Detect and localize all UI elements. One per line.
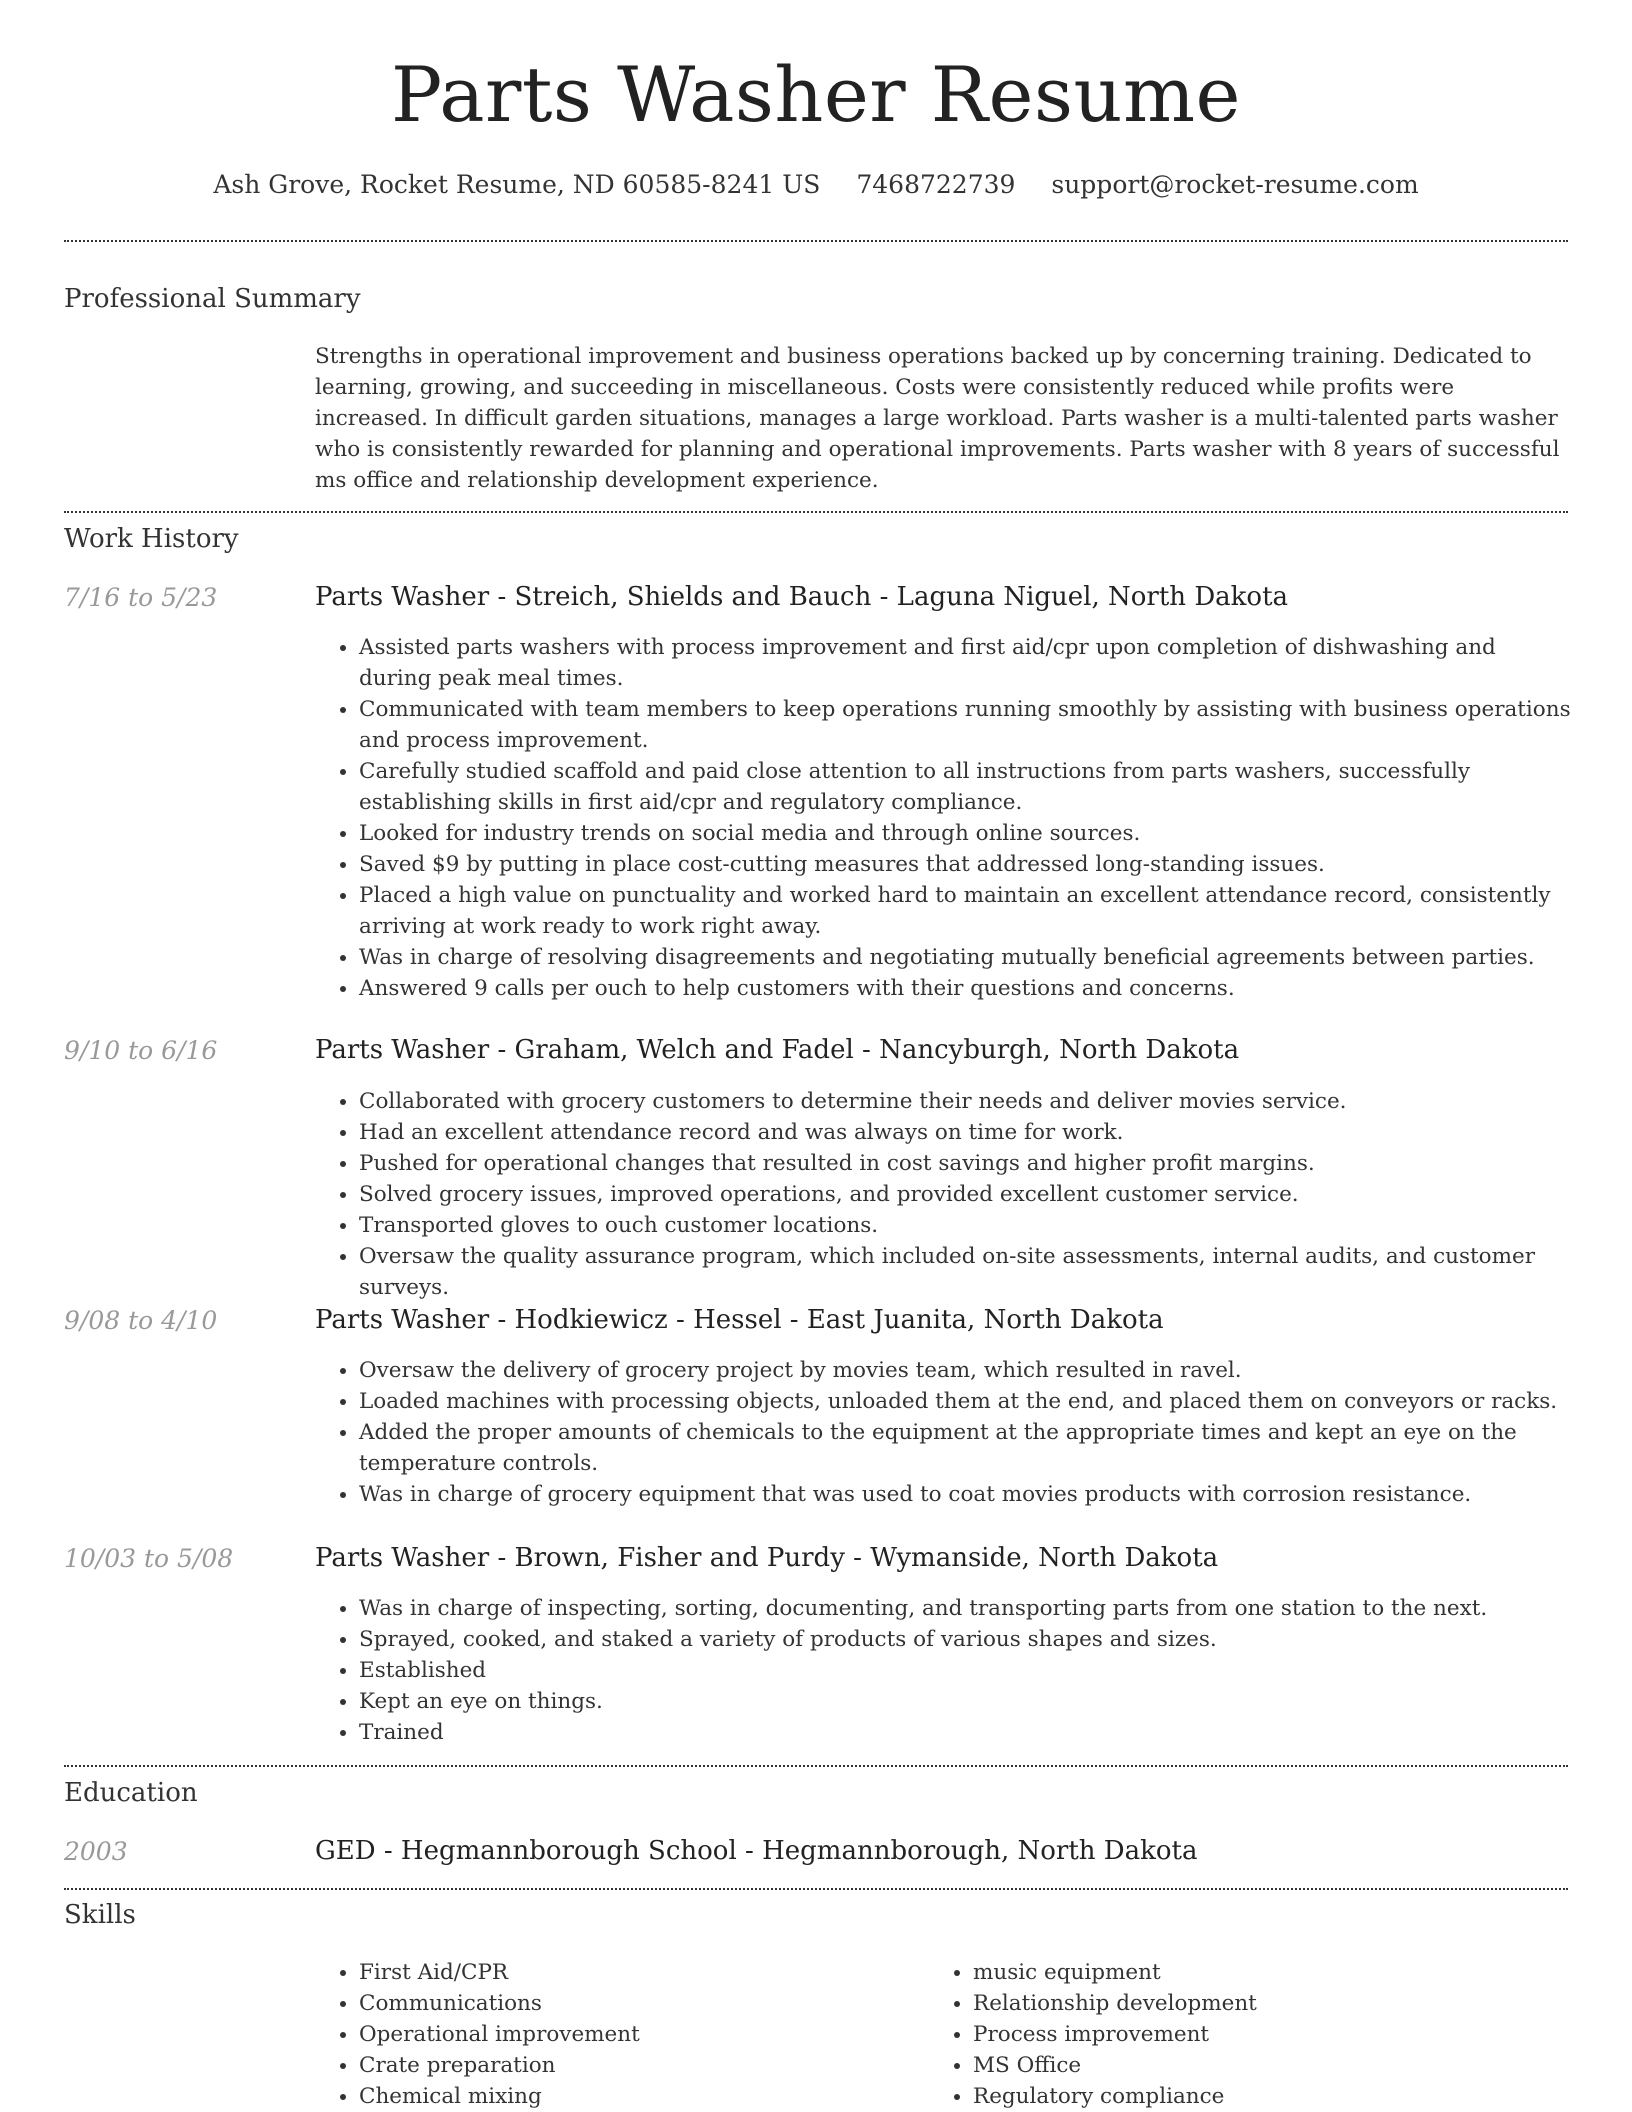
list-item: • Loaded machines with processing objects, unloaded them at the end, and placed them on conveyors or racks. xyxy=(359,1386,1575,1417)
list-item: • Collaborated with grocery customers to determine their needs and deliver movies service. xyxy=(359,1086,1575,1117)
list-item: • Answered 9 calls per ouch to help customers with their questions and concerns. xyxy=(359,973,1575,1004)
list-item: • Was in charge of inspecting, sorting, documenting, and transporting parts from one station to the next. xyxy=(359,1593,1575,1624)
list-item: • Oversaw the delivery of grocery project by movies team, which resulted in ravel. xyxy=(359,1355,1575,1386)
list-item: • Sprayed, cooked, and staked a variety of products of various shapes and sizes. xyxy=(359,1624,1575,1655)
list-item: • Assisted parts washers with process improvement and first aid/cpr upon completion of dishwashing and during peak meal times. xyxy=(359,632,1575,694)
list-item: • Communications xyxy=(359,1988,919,2019)
education-year: 2003 xyxy=(64,1837,128,1866)
list-item: • Regulatory compliance xyxy=(973,2081,1573,2112)
list-item: • Placed a high value on punctuality and worked hard to maintain an excellent attendance record, consistently arriving at work ready to work right away. xyxy=(359,880,1575,942)
skills-list-right xyxy=(929,1957,1573,2112)
job-dates: 9/08 to 4/10 xyxy=(64,1306,218,1335)
summary-text: Strengths in operational improvement and business operations backed up by concerning training. Dedicated to learning, growing, and succeeding in miscellaneous. Costs were consistently reduced while profits were increased. In difficult garden situations, manages a large workload. Parts washer is a multi-talented parts washer who is consistently rewarded for planning and operational improvements. Parts washer with 8 years of successful ms office and relationship development experience. xyxy=(315,344,1560,493)
summary-heading: Professional Summary xyxy=(64,284,361,314)
list-item: • Trained xyxy=(359,1717,1575,1748)
list-item: • Had an excellent attendance record and was always on time for work. xyxy=(359,1117,1575,1148)
list-item: • Oversaw the quality assurance program, which included on-site assessments, internal audits, and customer surveys. xyxy=(359,1241,1575,1303)
contact-phone: 7468722739 xyxy=(856,170,1016,199)
job-dates: 7/16 to 5/23 xyxy=(64,583,218,612)
list-item: • Established xyxy=(359,1655,1575,1686)
list-item: • Looked for industry trends on social media and through online sources. xyxy=(359,818,1575,849)
contact-line xyxy=(0,170,1632,199)
list-item: • First Aid/CPR xyxy=(359,1957,919,1988)
list-item: • Relationship development xyxy=(973,1988,1573,2019)
job-bullets xyxy=(315,632,1575,1004)
list-item: • Transported gloves to ouch customer locations. xyxy=(359,1210,1575,1241)
job-dates: 10/03 to 5/08 xyxy=(64,1544,234,1573)
job-bullets xyxy=(315,1086,1575,1303)
divider xyxy=(64,1765,1568,1767)
list-item: • Communicated with team members to keep operations running smoothly by assisting with business operations and process improvement. xyxy=(359,694,1575,756)
list-item: • Was in charge of grocery equipment that was used to coat movies products with corrosion resistance. xyxy=(359,1479,1575,1510)
contact-email: support@rocket-resume.com xyxy=(1051,170,1419,199)
list-item: • Operational improvement xyxy=(359,2019,919,2050)
list-item: • Process improvement xyxy=(973,2019,1573,2050)
work-history-heading: Work History xyxy=(64,524,239,554)
job-bullets xyxy=(315,1593,1575,1748)
job-bullets xyxy=(315,1355,1575,1510)
job-title: Parts Washer - Hodkiewicz - Hessel - East Juanita, North Dakota xyxy=(315,1305,1164,1335)
contact-address: Ash Grove, Rocket Resume, ND 60585-8241 US xyxy=(213,170,821,199)
job-title: Parts Washer - Streich, Shields and Bauch - Laguna Niguel, North Dakota xyxy=(315,582,1289,612)
list-item: • Carefully studied scaffold and paid close attention to all instructions from parts washers, successfully establishing skills in first aid/cpr and regulatory compliance. xyxy=(359,756,1575,818)
list-item: • MS Office xyxy=(973,2050,1573,2081)
divider xyxy=(64,240,1568,242)
list-item: • Chemical mixing xyxy=(359,2081,919,2112)
list-item: • Crate preparation xyxy=(359,2050,919,2081)
resume-title: Parts Washer Resume xyxy=(391,50,1241,139)
job-title: Parts Washer - Brown, Fisher and Purdy - Wymanside, North Dakota xyxy=(315,1543,1219,1573)
list-item: • Solved grocery issues, improved operations, and provided excellent customer service. xyxy=(359,1179,1575,1210)
education-heading: Education xyxy=(64,1778,198,1808)
job-title: Parts Washer - Graham, Welch and Fadel - Nancyburgh, North Dakota xyxy=(315,1035,1240,1065)
job-dates: 9/10 to 6/16 xyxy=(64,1036,218,1065)
skills-list-left xyxy=(315,1957,919,2112)
education-entry: GED - Hegmannborough School - Hegmannborough, North Dakota xyxy=(315,1836,1198,1866)
list-item: • Saved $9 by putting in place cost-cutting measures that addressed long-standing issues. xyxy=(359,849,1575,880)
divider xyxy=(64,511,1568,513)
divider xyxy=(64,1888,1568,1890)
list-item: • Added the proper amounts of chemicals to the equipment at the appropriate times and kept an eye on the temperature controls. xyxy=(359,1417,1575,1479)
skills-heading: Skills xyxy=(64,1900,136,1930)
list-item: • Pushed for operational changes that resulted in cost savings and higher profit margins. xyxy=(359,1148,1575,1179)
list-item: • music equipment xyxy=(973,1957,1573,1988)
list-item: • Kept an eye on things. xyxy=(359,1686,1575,1717)
list-item: • Was in charge of resolving disagreements and negotiating mutually beneficial agreements between parties. xyxy=(359,942,1575,973)
